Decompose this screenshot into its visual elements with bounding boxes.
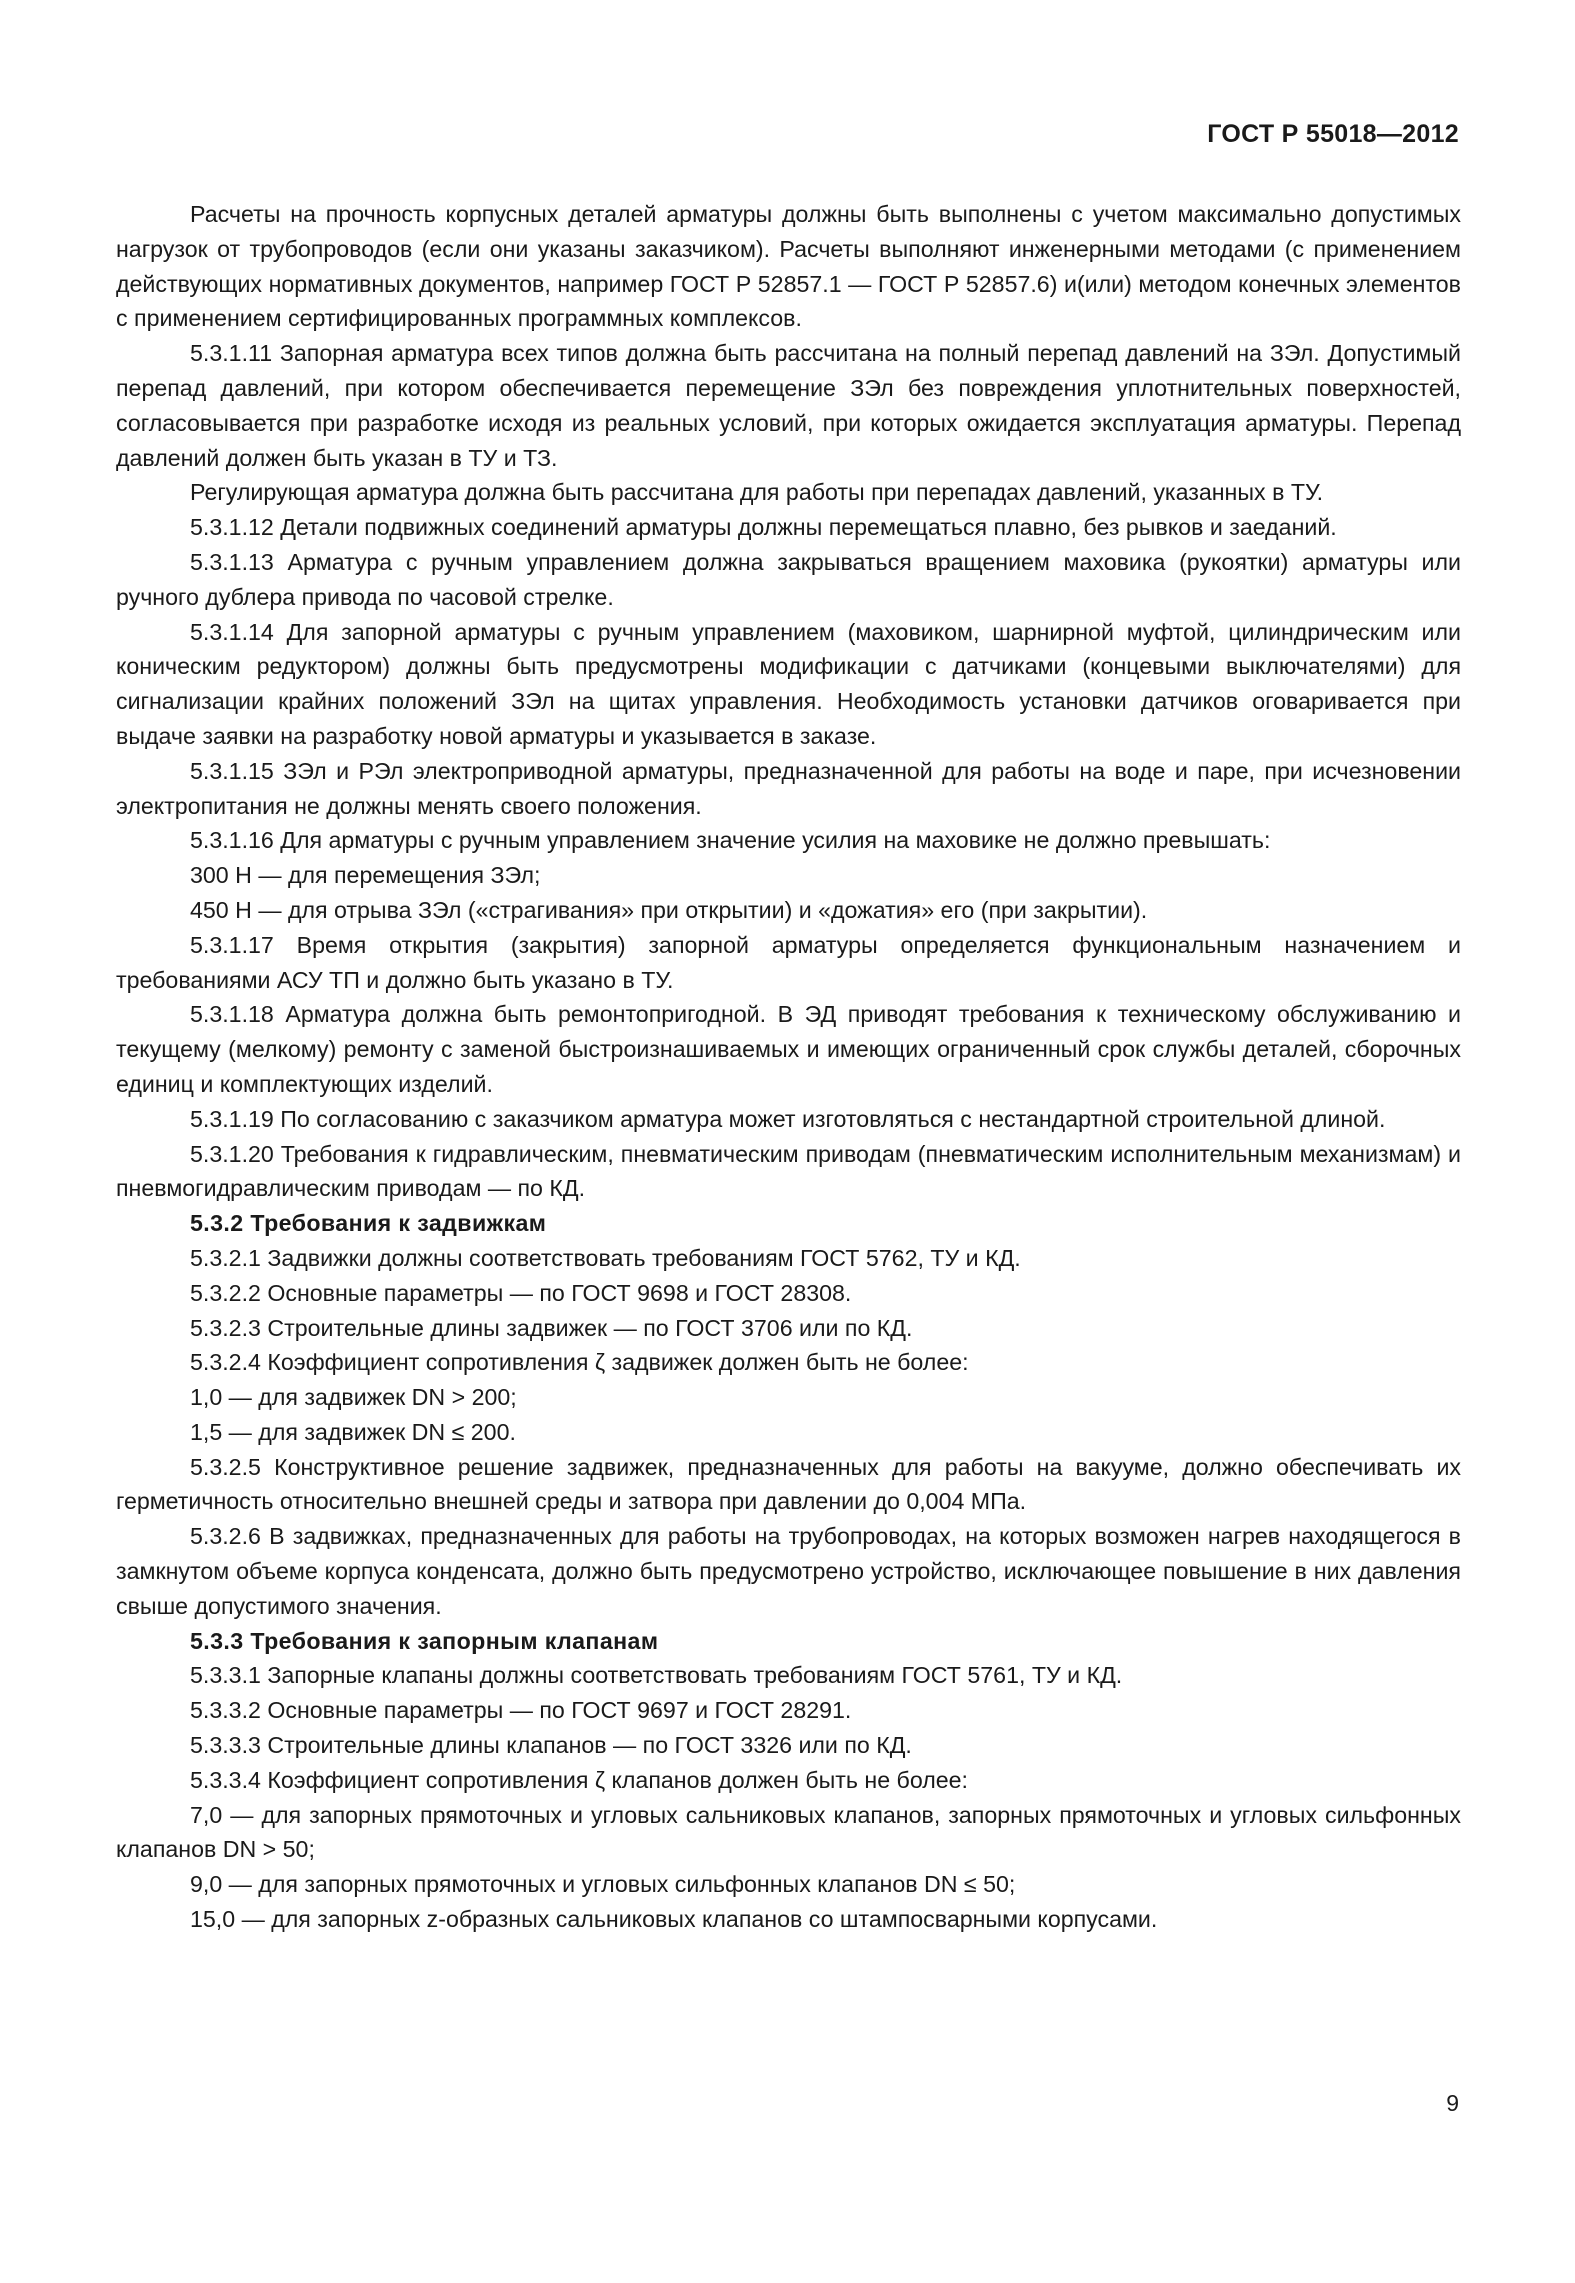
paragraph: Расчеты на прочность корпусных деталей арматуры должны быть выполнены с учетом максимально допустимых нагрузок от трубопроводов (если они указаны заказчиком). Расчеты выполняют инженерными методами (с применением действующих нормативных документов, например ГОСТ Р 52857.1 — ГОСТ Р 52857.6) и(или) методом конечных элементов с применением сертифицированных программных комплексов. <box>116 201 1461 332</box>
page-number: 9 <box>1446 2090 1459 2116</box>
section-heading-533: 5.3.3 Требования к запорным клапанам <box>190 1627 659 1654</box>
paragraph: 5.3.3.1 Запорные клапаны должны соответствовать требованиям ГОСТ 5761, ТУ и КД. <box>190 1662 1123 1689</box>
paragraph: 5.3.3.4 Коэффициент сопротивления ζ клапанов должен быть не более: <box>190 1766 968 1793</box>
paragraph: 5.3.2.6 В задвижках, предназначенных для работы на трубопроводах, на которых возможен нагрев находящегося в замкнутом объеме корпуса конденсата, должно быть предусмотрено устройство, исключающее повышение в них давления свыше допустимого значения. <box>116 1523 1461 1619</box>
paragraph: 5.3.2.5 Конструктивное решение задвижек, предназначенных для работы на вакууме, должно обеспечивать их герметичность относительно внешней среды и затвора при давлении до 0,004 МПа. <box>116 1453 1461 1515</box>
paragraph: 5.3.1.15 ЗЭл и РЭл электроприводной арматуры, предназначенной для работы на воде и паре, при исчезновении электропитания не должны менять своего положения. <box>116 757 1461 819</box>
paragraph: 7,0 — для запорных прямоточных и угловых сальниковых клапанов, запорных прямоточных и угловых сильфонных клапанов DN > 50; <box>116 1801 1461 1863</box>
paragraph: 450 Н — для отрыва ЗЭл («страгивания» при открытии) и «дожатия» его (при закрытии). <box>190 896 1148 923</box>
paragraph: 15,0 — для запорных z-образных сальниковых клапанов со штампосварными корпусами. <box>190 1906 1158 1933</box>
paragraph: Регулирующая арматура должна быть рассчитана для работы при перепадах давлений, указанных в ТУ. <box>190 479 1324 506</box>
paragraph: 5.3.2.1 Задвижки должны соответствовать требованиям ГОСТ 5762, ТУ и КД. <box>190 1244 1021 1271</box>
paragraph: 5.3.1.16 Для арматуры с ручным управлением значение усилия на маховике не должно превышать: <box>190 827 1271 854</box>
document-body <box>116 197 1461 1937</box>
paragraph: 5.3.2.2 Основные параметры — по ГОСТ 9698 и ГОСТ 28308. <box>190 1279 852 1306</box>
paragraph: 5.3.1.12 Детали подвижных соединений арматуры должны перемещаться плавно, без рывков и заеданий. <box>190 514 1337 541</box>
section-heading-532: 5.3.2 Требования к задвижкам <box>190 1210 547 1237</box>
paragraph: 5.3.1.18 Арматура должна быть ремонтопригодной. В ЭД приводят требования к техническому обслуживанию и текущему (мелкому) ремонту с заменой быстроизнашиваемых и имеющих ограниченный срок службы деталей, сборочных единиц и комплектующих изделий. <box>116 1001 1461 1097</box>
paragraph: 5.3.3.2 Основные параметры — по ГОСТ 9697 и ГОСТ 28291. <box>190 1697 852 1724</box>
standard-code: ГОСТ Р 55018—2012 <box>1207 120 1459 148</box>
paragraph: 5.3.2.3 Строительные длины задвижек — по ГОСТ 3706 или по КД. <box>190 1314 913 1341</box>
paragraph: 5.3.1.20 Требования к гидравлическим, пневматическим приводам (пневматическим исполнительным механизмам) и пневмогидравлическим приводам — по КД. <box>116 1140 1461 1202</box>
paragraph: 300 Н — для перемещения ЗЭл; <box>190 862 541 889</box>
paragraph: 5.3.3.3 Строительные длины клапанов — по ГОСТ 3326 или по КД. <box>190 1732 912 1759</box>
paragraph: 9,0 — для запорных прямоточных и угловых сильфонных клапанов DN ≤ 50; <box>190 1871 1016 1898</box>
paragraph: 1,0 — для задвижек DN > 200; <box>190 1384 517 1411</box>
paragraph: 5.3.1.17 Время открытия (закрытия) запорной арматуры определяется функциональным назначением и требованиями АСУ ТП и должно быть указано в ТУ. <box>116 931 1461 993</box>
paragraph: 5.3.1.19 По согласованию с заказчиком арматура может изготовляться с нестандартной строительной длиной. <box>190 1105 1386 1132</box>
paragraph: 5.3.1.14 Для запорной арматуры с ручным управлением (маховиком, шарнирной муфтой, цилиндрическим или коническим редуктором) должны быть предусмотрены модификации с датчиками (концевыми выключателями) для сигнализации крайних положений ЗЭл на щитах управления. Необходимость установки датчиков оговаривается при выдаче заявки на разработку новой арматуры и указывается в заказе. <box>116 618 1461 749</box>
paragraph: 5.3.1.13 Арматура с ручным управлением должна закрываться вращением маховика (рукоятки) арматуры или ручного дублера привода по часовой стрелке. <box>116 548 1461 610</box>
paragraph: 5.3.1.11 Запорная арматура всех типов должна быть рассчитана на полный перепад давлений на ЗЭл. Допустимый перепад давлений, при котором обеспечивается перемещение ЗЭл без повреждения уплотнительных поверхностей, согласовывается при разработке исходя из реальных условий, при которых ожидается эксплуатация арматуры. Перепад давлений должен быть указан в ТУ и ТЗ. <box>116 340 1461 471</box>
paragraph: 5.3.2.4 Коэффициент сопротивления ζ задвижек должен быть не более: <box>190 1349 969 1376</box>
paragraph: 1,5 — для задвижек DN ≤ 200. <box>190 1418 516 1445</box>
